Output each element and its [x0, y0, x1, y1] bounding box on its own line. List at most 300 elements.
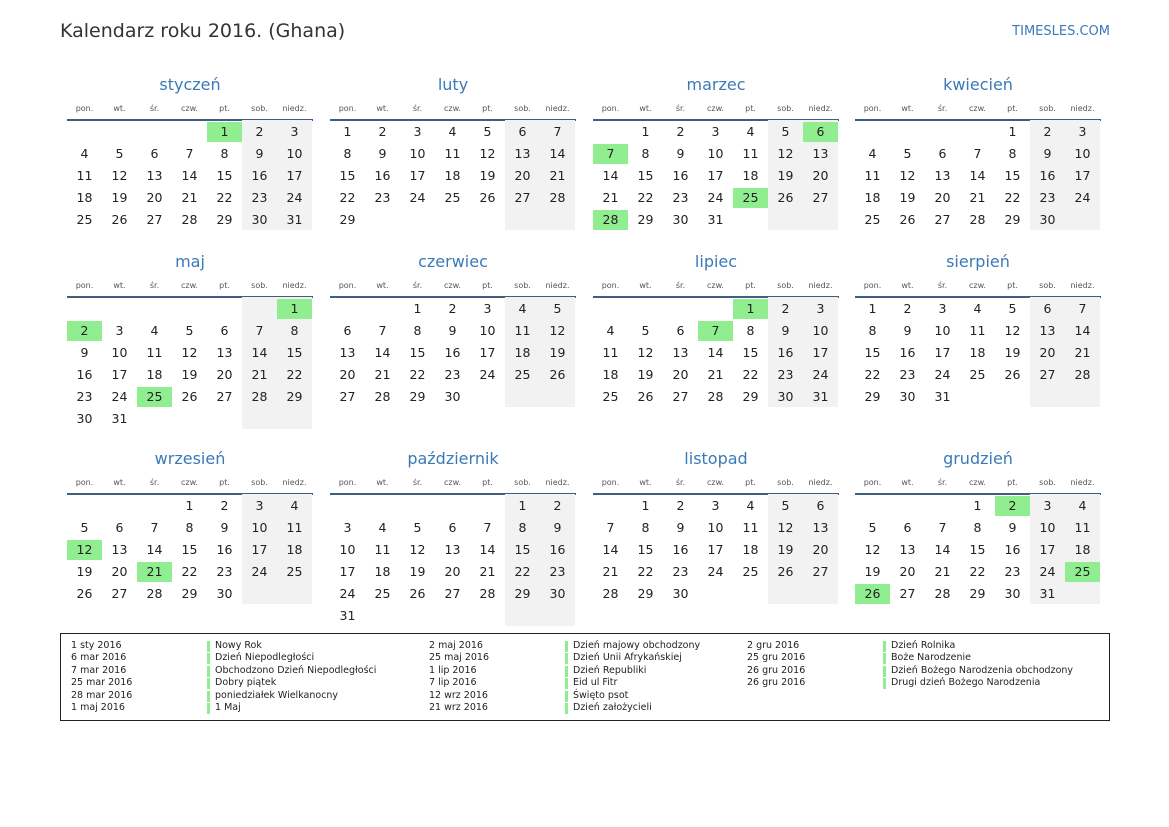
day-cell: 27 [812, 190, 829, 205]
day-cell: 3 [816, 301, 825, 316]
weekday-label: niedz. [808, 281, 833, 290]
legend-date: 1 sty 2016 [71, 640, 122, 651]
day-cell: 30 [899, 389, 916, 404]
day-cell: 21 [1074, 345, 1091, 360]
day-cell: 16 [444, 345, 461, 360]
brand-link[interactable]: TIMESLES.COM [1012, 24, 1110, 39]
day-cell: 22 [637, 190, 654, 205]
day-cell: 10 [479, 323, 496, 338]
day-cell: 9 [903, 323, 912, 338]
day-cell: 3 [711, 124, 720, 139]
day-cell: 9 [220, 520, 229, 535]
day-cell: 28 [374, 389, 391, 404]
day-cell: 16 [1004, 542, 1021, 557]
day-cell: 20 [216, 367, 233, 382]
day-cell: 6 [903, 520, 912, 535]
weekday-label: czw. [181, 478, 198, 487]
day-cell: 8 [413, 323, 422, 338]
weekday-label: śr. [149, 478, 160, 487]
weekday-label: pon. [75, 104, 94, 113]
day-cell: 3 [255, 498, 264, 513]
holiday-marker [883, 666, 886, 677]
month-block [67, 177, 313, 426]
day-cell: 29 [409, 389, 426, 404]
day-cell: 30 [672, 586, 689, 601]
day-cell: 14 [146, 542, 163, 557]
day-cell: 5 [413, 520, 422, 535]
day-cell: 13 [514, 146, 531, 161]
weekday-label: sob. [251, 478, 268, 487]
day-cell: 11 [742, 520, 759, 535]
weekday-label: pt. [219, 478, 230, 487]
holiday-marker [207, 666, 210, 677]
day-cell: 4 [80, 146, 89, 161]
day-cell: 12 [899, 168, 916, 183]
weekday-label: sob. [1039, 478, 1056, 487]
weekday-label: wt. [113, 104, 126, 113]
day-cell: 30 [76, 411, 93, 426]
legend-date: 7 lip 2016 [429, 677, 477, 689]
day-cell: 3 [290, 124, 299, 139]
day-cell: 21 [969, 190, 986, 205]
day-cell: 21 [137, 562, 172, 582]
legend-holiday-name: poniedziałek Wielkanocny [215, 689, 339, 701]
holiday-marker [565, 666, 568, 677]
day-cell: 8 [641, 146, 650, 161]
day-cell: 25 [733, 188, 768, 208]
weekday-label: pon. [863, 478, 882, 487]
day-cell: 17 [934, 345, 951, 360]
day-cell: 13 [444, 542, 461, 557]
day-cell: 2 [903, 301, 912, 316]
day-cell: 21 [602, 190, 619, 205]
legend-holiday-name: Dzień majowy obchodzony [573, 640, 701, 651]
day-cell: 12 [637, 345, 654, 360]
day-cell: 29 [1004, 212, 1021, 227]
day-cell: 1 [343, 124, 352, 139]
holiday-marker [565, 703, 568, 714]
weekday-label: śr. [937, 281, 948, 290]
weekday-label: niedz. [545, 478, 570, 487]
day-cell: 9 [553, 520, 562, 535]
day-cell: 14 [479, 542, 496, 557]
weekday-label: pt. [482, 478, 493, 487]
day-cell: 9 [1043, 146, 1052, 161]
weekday-label: pt. [219, 281, 230, 290]
day-cell: 28 [934, 586, 951, 601]
day-cell: 19 [181, 367, 198, 382]
day-cell: 4 [868, 146, 877, 161]
day-cell: 8 [973, 520, 982, 535]
day-cell: 29 [864, 389, 881, 404]
day-cell: 31 [934, 389, 951, 404]
day-cell: 20 [339, 367, 356, 382]
weekday-header [330, 104, 576, 116]
weekday-label: śr. [412, 104, 423, 113]
day-cell: 29 [514, 586, 531, 601]
legend-holiday-name: Dzień Rolnika [891, 640, 956, 651]
day-cell: 12 [111, 168, 128, 183]
weekday-label: czw. [444, 281, 461, 290]
day-cell: 23 [216, 564, 233, 579]
legend-date: 26 gru 2016 [747, 664, 806, 676]
day-cell: 20 [812, 542, 829, 557]
day-cell: 9 [448, 323, 457, 338]
day-cell: 12 [479, 146, 496, 161]
weekday-label: sob. [777, 104, 794, 113]
day-cell: 8 [868, 323, 877, 338]
weekday-label: czw. [181, 281, 198, 290]
day-cell: 18 [602, 367, 619, 382]
day-cell: 12 [549, 323, 566, 338]
day-cell: 31 [707, 212, 724, 227]
weekday-label: śr. [937, 478, 948, 487]
day-cell: 18 [864, 190, 881, 205]
day-cell: 18 [286, 542, 303, 557]
day-cell: 1 [277, 299, 312, 319]
legend-date: 6 mar 2016 [71, 652, 127, 664]
day-cell: 3 [938, 301, 947, 316]
day-cell: 3 [711, 498, 720, 513]
day-cell: 3 [483, 301, 492, 316]
day-cell: 5 [80, 520, 89, 535]
month-name: grudzień [943, 449, 1013, 468]
day-cell: 4 [746, 498, 755, 513]
day-cell: 21 [549, 168, 566, 183]
weekday-header [67, 104, 313, 116]
day-cell: 31 [339, 608, 356, 623]
day-cell: 12 [864, 542, 881, 557]
day-cell: 1 [1008, 124, 1017, 139]
month-block [330, 177, 576, 407]
weekday-label: pt. [1007, 104, 1018, 113]
day-cell: 29 [637, 212, 654, 227]
legend-holiday-name: Drugi dzień Bożego Narodzenia [891, 677, 1041, 689]
holiday-marker [883, 641, 886, 652]
day-cell: 5 [781, 124, 790, 139]
day-cell: 3 [1043, 498, 1052, 513]
day-cell: 14 [1074, 323, 1091, 338]
day-cell: 24 [111, 389, 128, 404]
day-cell: 24 [1074, 190, 1091, 205]
day-cell: 26 [479, 190, 496, 205]
day-cell: 18 [1074, 542, 1091, 557]
day-cell: 22 [864, 367, 881, 382]
day-cell: 2 [676, 124, 685, 139]
day-cell: 21 [934, 564, 951, 579]
holiday-marker [883, 653, 886, 664]
holiday-marker [565, 641, 568, 652]
day-cell: 5 [868, 520, 877, 535]
day-cell: 16 [549, 542, 566, 557]
day-cell: 24 [707, 190, 724, 205]
day-cell: 14 [251, 345, 268, 360]
month-name: marzec [686, 75, 746, 94]
month-block [593, 177, 839, 407]
weekday-header [855, 478, 1101, 490]
day-cell: 2 [220, 498, 229, 513]
weekday-label: wt. [901, 478, 914, 487]
day-cell: 22 [286, 367, 303, 382]
day-cell: 17 [707, 168, 724, 183]
holiday-marker [207, 653, 210, 664]
weekday-label: niedz. [1070, 478, 1095, 487]
weekday-label: pt. [745, 478, 756, 487]
day-cell: 21 [602, 564, 619, 579]
weekday-label: czw. [969, 281, 986, 290]
month-name: luty [437, 75, 469, 94]
day-cell: 28 [146, 586, 163, 601]
weekday-label: sob. [514, 478, 531, 487]
day-cell: 10 [409, 146, 426, 161]
weekday-label: wt. [376, 478, 389, 487]
holiday-marker [883, 678, 886, 689]
day-cell: 28 [707, 389, 724, 404]
day-cell: 22 [1004, 190, 1021, 205]
weekday-label: niedz. [282, 104, 307, 113]
weekday-label: pt. [219, 104, 230, 113]
day-cell: 27 [1039, 367, 1056, 382]
month-block [855, 374, 1101, 604]
legend-date: 7 mar 2016 [71, 664, 127, 676]
day-cell: 24 [251, 564, 268, 579]
day-cell: 31 [1039, 586, 1056, 601]
day-cell: 18 [742, 168, 759, 183]
weekday-label: czw. [707, 281, 724, 290]
day-cell: 15 [409, 345, 426, 360]
day-cell: 11 [374, 542, 391, 557]
weekday-label: wt. [376, 281, 389, 290]
day-cell: 6 [343, 323, 352, 338]
legend-date: 28 mar 2016 [71, 689, 133, 701]
weekday-label: sob. [1039, 104, 1056, 113]
day-cell: 5 [1008, 301, 1017, 316]
day-cell: 10 [1039, 520, 1056, 535]
day-cell: 20 [514, 168, 531, 183]
weekday-label: wt. [376, 104, 389, 113]
day-cell: 14 [181, 168, 198, 183]
day-cell: 27 [672, 389, 689, 404]
day-cell: 26 [777, 564, 794, 579]
day-cell: 25 [742, 564, 759, 579]
day-cell: 16 [672, 168, 689, 183]
weekday-label: pon. [863, 281, 882, 290]
weekday-label: pon. [863, 104, 882, 113]
day-cell: 15 [216, 168, 233, 183]
day-cell: 3 [1078, 124, 1087, 139]
weekday-label: pt. [745, 104, 756, 113]
day-cell: 15 [969, 542, 986, 557]
day-cell: 19 [409, 564, 426, 579]
day-cell: 17 [339, 564, 356, 579]
day-cell: 5 [641, 323, 650, 338]
day-cell: 18 [444, 168, 461, 183]
day-cell: 18 [514, 345, 531, 360]
day-cell: 23 [672, 190, 689, 205]
day-cell: 7 [973, 146, 982, 161]
day-cell: 7 [553, 124, 562, 139]
day-cell: 19 [777, 168, 794, 183]
day-cell: 10 [111, 345, 128, 360]
day-cell: 6 [220, 323, 229, 338]
day-cell: 31 [812, 389, 829, 404]
day-cell: 21 [707, 367, 724, 382]
day-cell: 9 [80, 345, 89, 360]
day-cell: 21 [251, 367, 268, 382]
weekday-label: wt. [113, 281, 126, 290]
day-cell: 13 [146, 168, 163, 183]
weekday-label: sob. [1039, 281, 1056, 290]
month-block [330, 374, 576, 623]
legend-holiday-name: Dzień Unii Afrykańskiej [573, 652, 682, 664]
month-name: listopad [684, 449, 748, 468]
day-cell: 19 [479, 168, 496, 183]
day-cell: 12 [67, 540, 102, 560]
day-cell: 22 [514, 564, 531, 579]
holiday-marker [207, 703, 210, 714]
weekday-label: niedz. [808, 478, 833, 487]
day-cell: 16 [216, 542, 233, 557]
holiday-marker [207, 678, 210, 689]
day-cell: 14 [934, 542, 951, 557]
day-cell: 16 [251, 168, 268, 183]
day-cell: 30 [549, 586, 566, 601]
day-cell: 22 [637, 564, 654, 579]
day-cell: 10 [286, 146, 303, 161]
day-cell: 25 [374, 586, 391, 601]
holiday-marker [207, 691, 210, 702]
day-cell: 8 [185, 520, 194, 535]
day-cell: 6 [150, 146, 159, 161]
day-cell: 23 [777, 367, 794, 382]
day-cell: 23 [672, 564, 689, 579]
day-cell: 2 [255, 124, 264, 139]
weekday-label: sob. [251, 104, 268, 113]
day-cell: 22 [409, 367, 426, 382]
day-cell: 1 [641, 124, 650, 139]
weekday-label: śr. [675, 104, 686, 113]
day-cell: 3 [413, 124, 422, 139]
day-cell: 29 [637, 586, 654, 601]
day-cell: 21 [181, 190, 198, 205]
weekday-label: wt. [639, 478, 652, 487]
day-cell: 14 [549, 146, 566, 161]
day-cell: 20 [111, 564, 128, 579]
day-cell: 13 [339, 345, 356, 360]
weekday-label: czw. [444, 478, 461, 487]
legend-date: 2 maj 2016 [429, 640, 483, 651]
day-cell: 27 [444, 586, 461, 601]
day-cell: 8 [746, 323, 755, 338]
legend-date: 21 wrz 2016 [429, 701, 488, 713]
day-cell: 18 [374, 564, 391, 579]
day-cell: 6 [676, 323, 685, 338]
day-cell: 16 [899, 345, 916, 360]
day-cell: 24 [479, 367, 496, 382]
day-cell: 19 [777, 542, 794, 557]
day-cell: 26 [181, 389, 198, 404]
day-cell: 4 [448, 124, 457, 139]
day-cell: 1 [973, 498, 982, 513]
day-cell: 2 [781, 301, 790, 316]
day-cell: 28 [1074, 367, 1091, 382]
day-cell: 8 [220, 146, 229, 161]
day-cell: 20 [146, 190, 163, 205]
month-name: kwiecień [943, 75, 1013, 94]
day-cell: 30 [1039, 212, 1056, 227]
day-cell: 8 [641, 520, 650, 535]
day-cell: 7 [378, 323, 387, 338]
weekday-header [593, 104, 839, 116]
day-cell: 25 [602, 389, 619, 404]
holiday-marker [207, 641, 210, 652]
day-cell: 19 [76, 564, 93, 579]
day-cell: 6 [803, 122, 838, 142]
day-cell: 16 [374, 168, 391, 183]
month-name: lipiec [694, 252, 738, 271]
weekday-label: sob. [514, 281, 531, 290]
day-cell: 24 [339, 586, 356, 601]
day-cell: 15 [864, 345, 881, 360]
day-cell: 28 [602, 586, 619, 601]
day-cell: 28 [969, 212, 986, 227]
weekday-label: sob. [514, 104, 531, 113]
day-cell: 8 [1008, 146, 1017, 161]
day-cell: 7 [483, 520, 492, 535]
day-cell: 9 [676, 520, 685, 535]
day-cell: 19 [637, 367, 654, 382]
weekday-label: pon. [338, 478, 357, 487]
day-cell: 15 [286, 345, 303, 360]
weekday-label: niedz. [545, 281, 570, 290]
holiday-legend [60, 633, 1110, 721]
day-cell: 15 [514, 542, 531, 557]
holiday-marker [565, 653, 568, 664]
day-cell: 13 [1039, 323, 1056, 338]
legend-holiday-name: Dzień założycieli [573, 701, 652, 713]
day-cell: 1 [207, 122, 242, 142]
day-cell: 30 [444, 389, 461, 404]
day-cell: 1 [185, 498, 194, 513]
day-cell: 28 [593, 210, 628, 230]
day-cell: 8 [518, 520, 527, 535]
day-cell: 26 [855, 584, 890, 604]
weekday-header [593, 478, 839, 490]
day-cell: 20 [812, 168, 829, 183]
day-cell: 2 [67, 321, 102, 341]
weekday-label: śr. [675, 478, 686, 487]
day-cell: 15 [339, 168, 356, 183]
day-cell: 26 [549, 367, 566, 382]
day-cell: 7 [593, 144, 628, 164]
legend-date: 2 gru 2016 [747, 640, 800, 651]
weekday-label: wt. [639, 104, 652, 113]
weekday-label: wt. [901, 281, 914, 290]
day-cell: 17 [812, 345, 829, 360]
day-cell: 11 [864, 168, 881, 183]
day-cell: 17 [479, 345, 496, 360]
month-name: czerwiec [418, 252, 488, 271]
day-cell: 14 [969, 168, 986, 183]
weekday-label: niedz. [808, 104, 833, 113]
weekday-label: niedz. [545, 104, 570, 113]
day-cell: 13 [812, 146, 829, 161]
day-cell: 11 [146, 345, 163, 360]
legend-holiday-name: Święto psot [573, 689, 629, 701]
day-cell: 7 [938, 520, 947, 535]
day-cell: 17 [286, 168, 303, 183]
day-cell: 28 [251, 389, 268, 404]
